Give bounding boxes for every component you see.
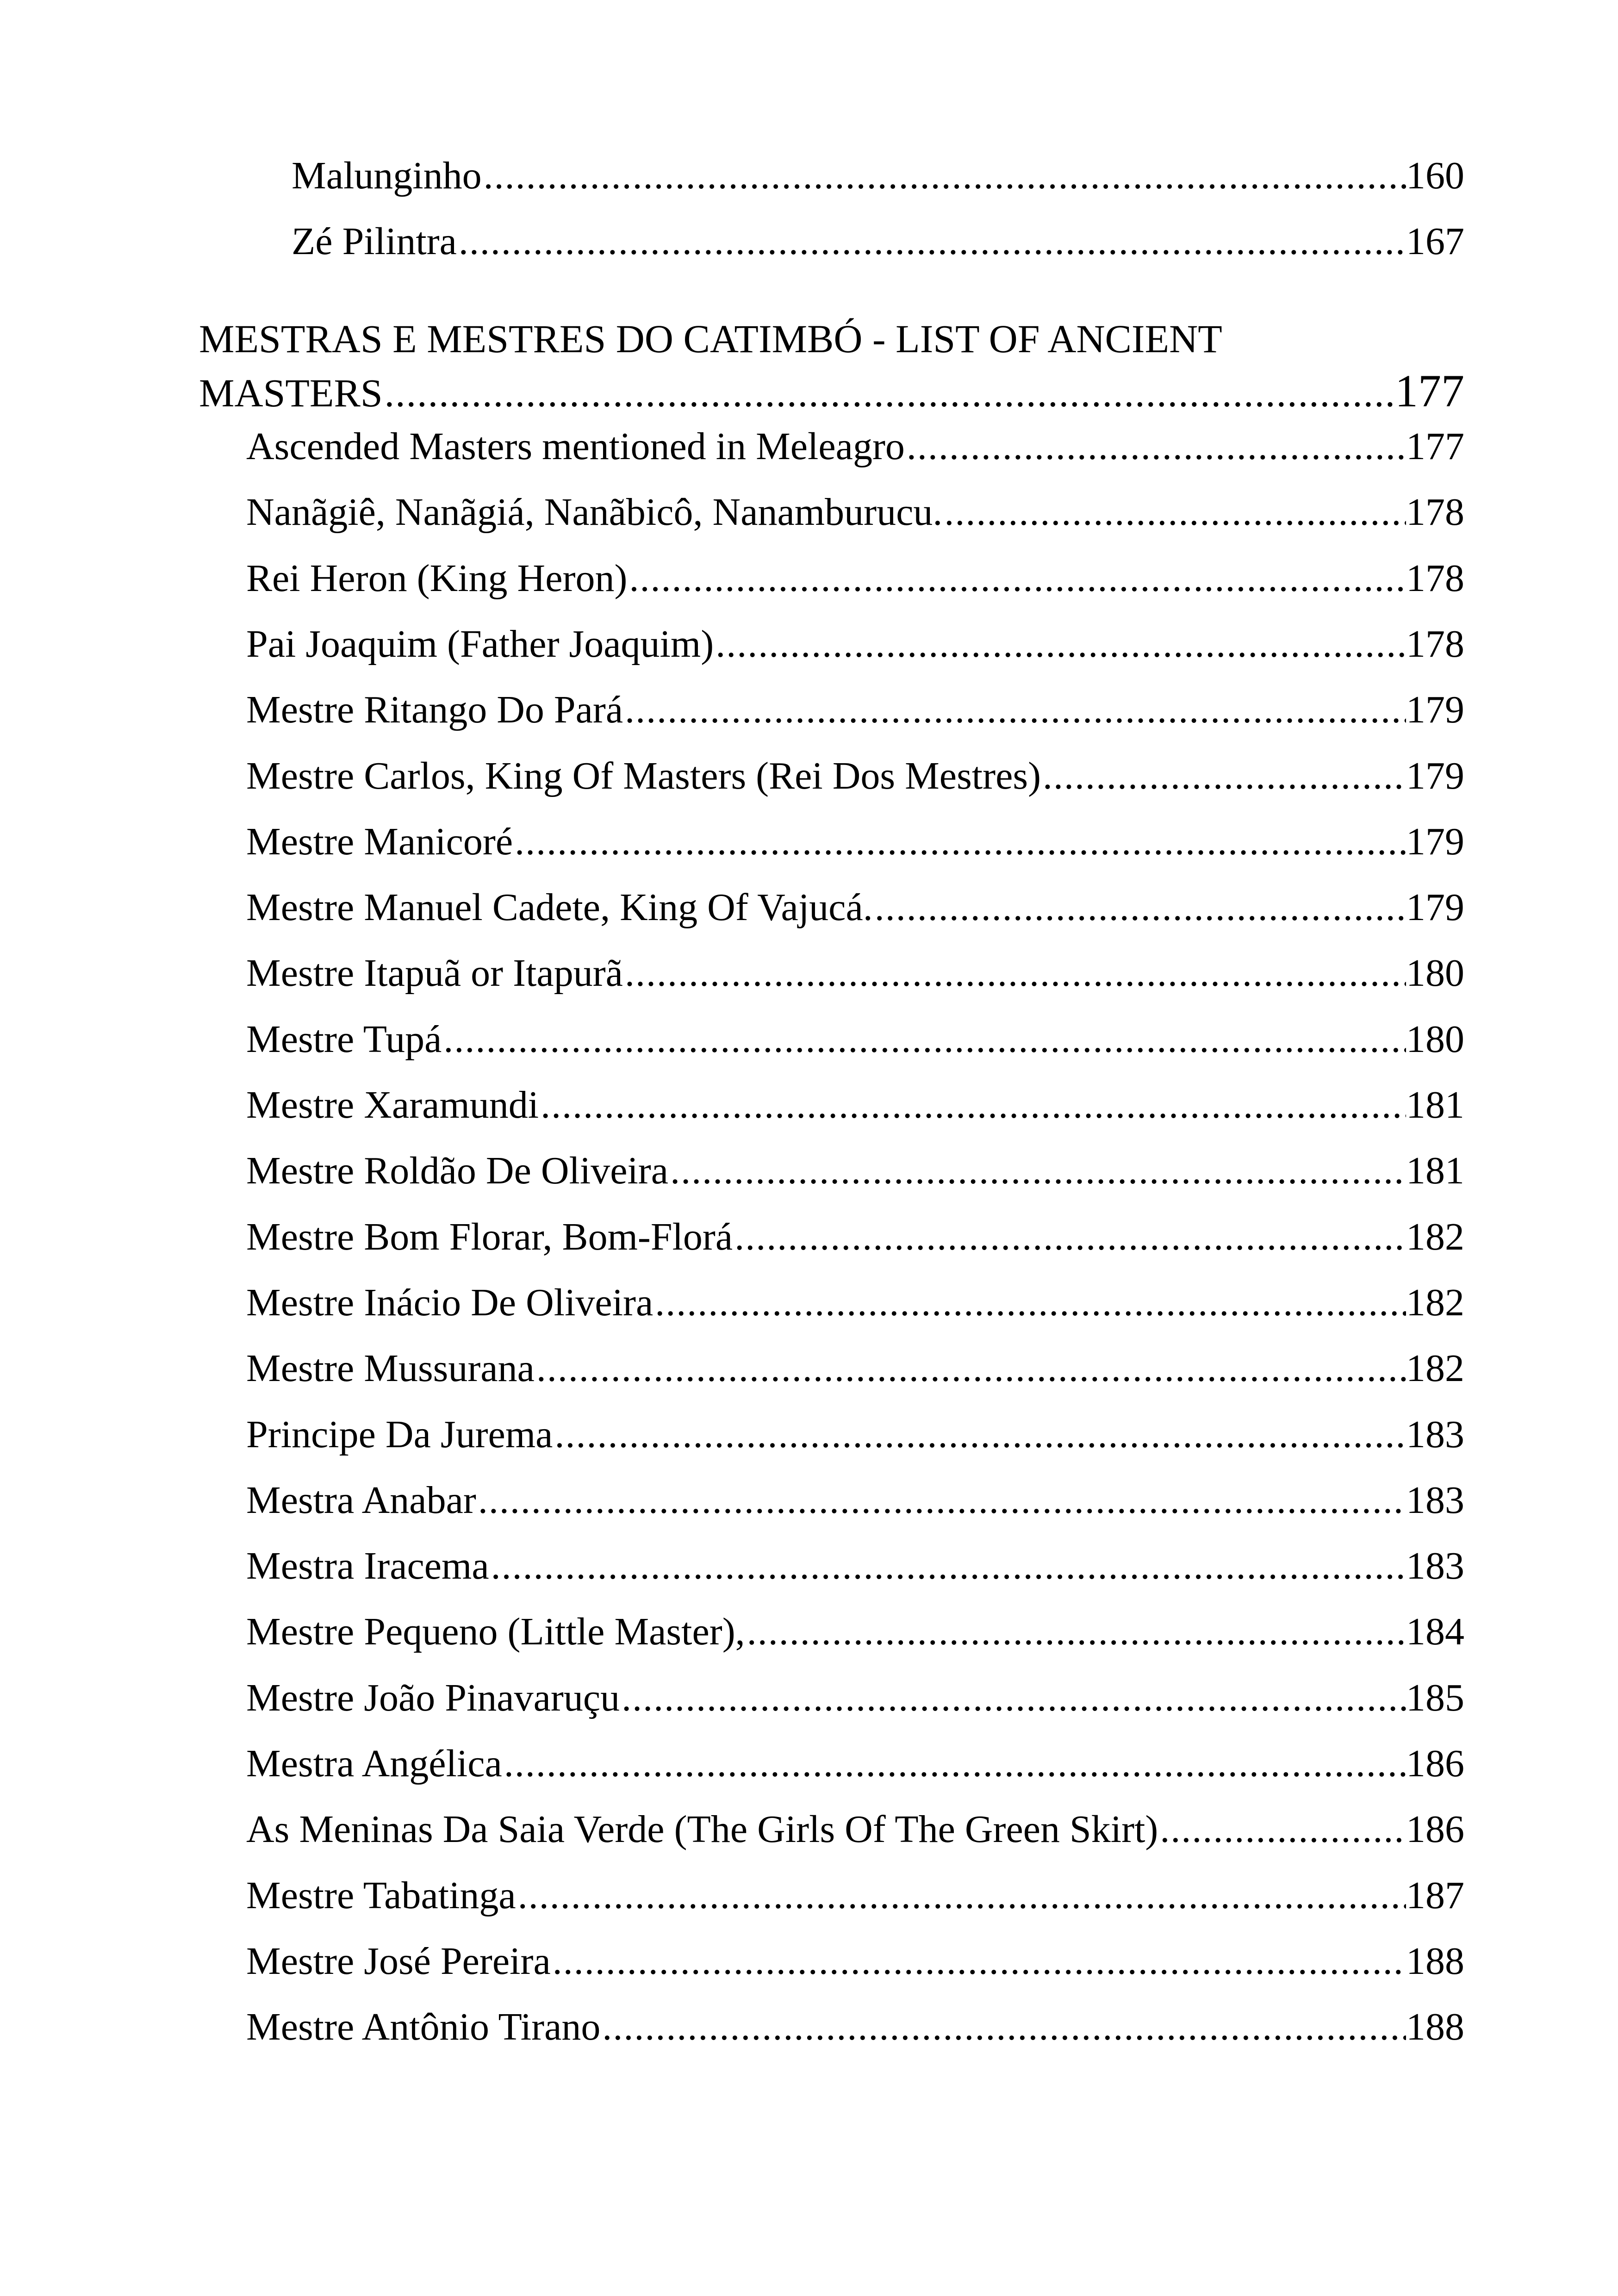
toc-entry[interactable] <box>246 1477 1464 1524</box>
toc-entry-page: 182 <box>1406 1281 1464 1324</box>
dot-leader <box>535 1345 1406 1392</box>
dot-leader <box>620 1675 1406 1721</box>
dot-leader <box>383 365 1395 421</box>
toc-entry-title: Mestre Itapuã or Itapurã <box>246 952 623 995</box>
dot-leader <box>442 1016 1406 1063</box>
toc-entry-title: Malunginho <box>292 154 482 197</box>
toc-entry-page: 179 <box>1406 886 1464 929</box>
toc-entry-title: Mestre Inácio De Oliveira <box>246 1281 653 1324</box>
toc-entry-title: As Meninas Da Saia Verde (The Girls Of The Green Skirt) <box>246 1808 1158 1851</box>
toc-entry-title: Mestra Iracema <box>246 1544 489 1587</box>
dot-leader <box>905 423 1406 470</box>
toc-entry[interactable] <box>246 1806 1464 1853</box>
toc-entry-page: 186 <box>1406 1808 1464 1851</box>
toc-entry[interactable] <box>292 153 1464 199</box>
toc-entry-title: Mestre Xaramundi <box>246 1083 539 1126</box>
toc-entry-title: Mestra Angélica <box>246 1742 502 1785</box>
toc-entry-page: 184 <box>1406 1610 1464 1653</box>
toc-entry[interactable] <box>246 1675 1464 1721</box>
toc-entry-title: Mestre Tabatinga <box>246 1874 516 1917</box>
toc-entry-page: 186 <box>1406 1742 1464 1785</box>
dot-leader <box>714 621 1406 667</box>
toc-entry[interactable] <box>246 1345 1464 1392</box>
chapter-heading-title: MASTERS <box>199 371 383 415</box>
toc-entry-page: 187 <box>1406 1874 1464 1917</box>
dot-leader <box>873 884 1406 931</box>
toc-entry-title: Mestre Ritango Do Pará <box>246 688 623 731</box>
toc-entry-title: Mestra Anabar <box>246 1479 476 1522</box>
toc-entry-title: Mestre Tupá <box>246 1018 442 1061</box>
toc-entry[interactable] <box>246 1543 1464 1589</box>
dot-leader <box>457 218 1406 265</box>
toc-entry-page: 180 <box>1406 1018 1464 1061</box>
toc-entry-title: Mestre Bom Florar, Bom-Florá <box>246 1215 733 1258</box>
dot-leader <box>539 1082 1406 1128</box>
dot-leader <box>551 1938 1406 1985</box>
toc-entry-page: 178 <box>1406 491 1464 534</box>
toc-entry-title: Mestre Manicoré <box>246 820 513 863</box>
toc-entry-title: Nanãgiê, Nanãgiá, Nanãbicô, Nanamburucu. <box>246 491 943 534</box>
dot-leader <box>476 1477 1406 1524</box>
toc-entry[interactable] <box>246 1214 1464 1260</box>
toc-entry[interactable] <box>246 621 1464 667</box>
toc-entry[interactable] <box>246 555 1464 602</box>
dot-leader <box>513 819 1406 865</box>
toc-entry[interactable] <box>246 489 1464 535</box>
toc-entry-page: 180 <box>1406 952 1464 995</box>
dot-leader <box>1158 1806 1406 1853</box>
toc-entry[interactable] <box>246 687 1464 733</box>
toc-entry-page: 183 <box>1406 1413 1464 1456</box>
toc-entry-page: 182 <box>1406 1347 1464 1390</box>
toc-entry-page: 183 <box>1406 1544 1464 1587</box>
toc-entry-page: 188 <box>1406 1940 1464 1983</box>
toc-entry-title: Mestre Carlos, King Of Masters (Rei Dos Mestres) <box>246 754 1041 797</box>
toc-entry-page: 181 <box>1406 1149 1464 1192</box>
dot-leader <box>502 1741 1406 1787</box>
toc-entry-title: Mestre Roldão De Oliveira <box>246 1149 669 1192</box>
dot-leader <box>489 1543 1406 1589</box>
dot-leader <box>733 1214 1406 1260</box>
toc-entry[interactable] <box>246 950 1464 996</box>
toc-entry-title: Ascended Masters mentioned in Meleagro <box>246 425 905 468</box>
toc-entry[interactable] <box>246 819 1464 865</box>
toc-entry-title: Zé Pilintra <box>292 220 457 263</box>
toc-entry-title: Principe Da Jurema <box>246 1413 553 1456</box>
dot-leader <box>553 1412 1406 1458</box>
toc-entry-page: 179 <box>1406 820 1464 863</box>
toc-entry[interactable] <box>246 1412 1464 1458</box>
dot-leader <box>623 950 1406 996</box>
dot-leader <box>745 1609 1406 1655</box>
dot-leader <box>627 555 1406 602</box>
chapter-page: 177 <box>1395 365 1464 417</box>
toc-entry[interactable] <box>246 1016 1464 1063</box>
toc-entry[interactable] <box>246 1609 1464 1655</box>
toc-entry-title: Mestre Mussurana <box>246 1347 535 1390</box>
toc-entry[interactable] <box>246 2004 1464 2050</box>
toc-entry[interactable] <box>246 1148 1464 1194</box>
toc-entry-page: 182 <box>1406 1215 1464 1258</box>
toc-entry-page: 185 <box>1406 1676 1464 1719</box>
toc-entry[interactable] <box>246 1741 1464 1787</box>
dot-leader <box>1041 753 1406 799</box>
toc-entry-title: Mestre Manuel Cadete, King Of Vajucá. <box>246 886 873 929</box>
toc-entry[interactable] <box>246 1873 1464 1919</box>
toc-entry[interactable] <box>246 1280 1464 1326</box>
toc-entry[interactable] <box>246 884 1464 931</box>
toc-entry-title: Pai Joaquim (Father Joaquim) <box>246 622 714 666</box>
toc-entry-page: 183 <box>1406 1479 1464 1522</box>
toc-entry[interactable] <box>246 753 1464 799</box>
dot-leader <box>668 1148 1406 1194</box>
toc-entry-page: 178 <box>1406 557 1464 600</box>
toc-entry-title: Mestre João Pinavaruçu <box>246 1676 620 1719</box>
toc-entry-page: 178 <box>1406 622 1464 666</box>
toc-entry-title: Mestre Antônio Tirano <box>246 2005 601 2048</box>
toc-entry-page: 188 <box>1406 2005 1464 2048</box>
dot-leader <box>516 1873 1406 1919</box>
chapter-heading-line2[interactable] <box>199 363 1464 419</box>
toc-entry-title: Rei Heron (King Heron) <box>246 557 628 600</box>
toc-entry[interactable] <box>292 218 1464 265</box>
chapter-heading[interactable]: MESTRAS E MESTRES DO CATIMBÓ - LIST OF ANCIENT <box>199 317 1222 361</box>
dot-leader <box>653 1280 1406 1326</box>
dot-leader <box>942 489 1406 535</box>
dot-leader <box>482 153 1406 199</box>
dot-leader <box>623 687 1406 733</box>
toc-entry[interactable] <box>246 1082 1464 1128</box>
toc-entry-page: 179 <box>1406 754 1464 797</box>
toc-entry[interactable] <box>246 1938 1464 1985</box>
toc-entry[interactable] <box>246 423 1464 470</box>
toc-entry-page: 177 <box>1406 425 1464 468</box>
toc-entry-page: 179 <box>1406 688 1464 731</box>
dot-leader <box>600 2004 1406 2050</box>
toc-entry-page: 181 <box>1406 1083 1464 1126</box>
toc-entry-page: 160 <box>1406 154 1464 197</box>
toc-entry-title: Mestre José Pereira <box>246 1940 551 1983</box>
toc-entry-title: Mestre Pequeno (Little Master), <box>246 1610 745 1653</box>
toc-entry-page: 167 <box>1406 220 1464 263</box>
